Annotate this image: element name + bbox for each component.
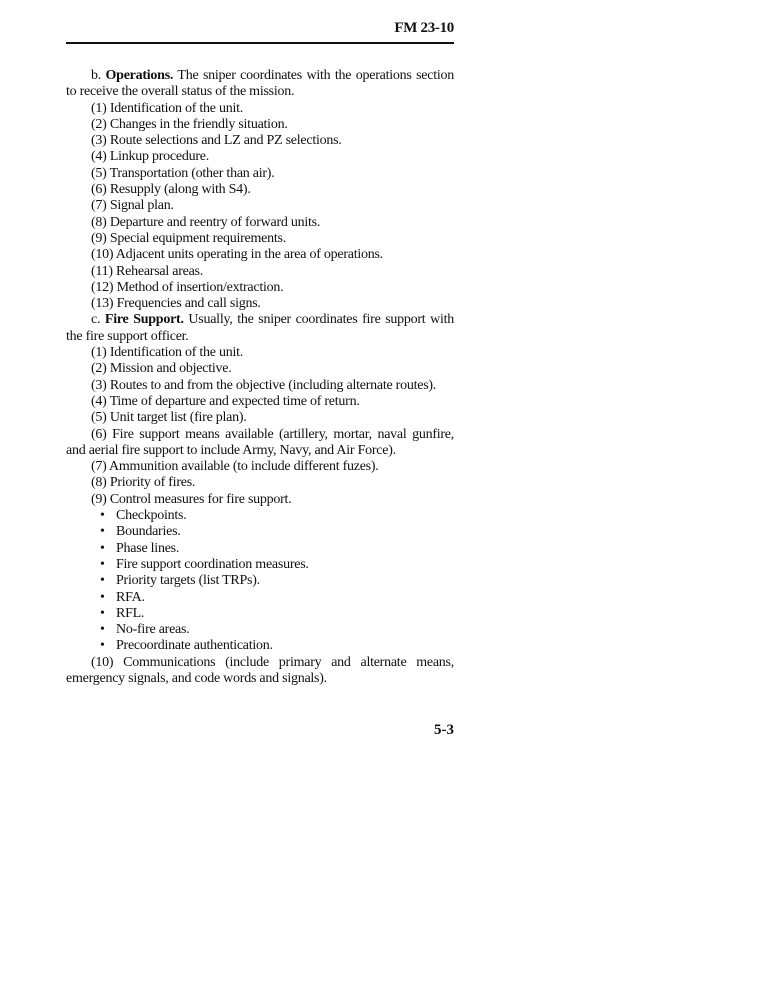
operations-item: (4) Linkup procedure. bbox=[91, 149, 209, 165]
fire-support-item: (10) Communications (include primary and alternate means, emergency signals, and code words and signals). bbox=[66, 654, 454, 686]
fire-support-text: Usually, the sniper coordinates fire support with the fire support officer. bbox=[66, 312, 455, 344]
operations-item: (5) Transportation (other than air). bbox=[91, 165, 275, 181]
operations-item: (13) Frequencies and call signs. bbox=[91, 296, 261, 312]
bullet-dot-icon: • bbox=[100, 508, 105, 524]
control-measure-bullet: • Phase lines. bbox=[100, 540, 180, 556]
fire-support-item: (9) Control measures for fire support. bbox=[91, 491, 292, 507]
fire-support-item: (2) Mission and objective. bbox=[91, 361, 232, 377]
operations-text: The sniper coordinates with the operations section to receive the overall status of the mission. bbox=[66, 68, 454, 100]
page-header bbox=[66, 20, 454, 42]
bullet-dot-icon: • bbox=[100, 622, 105, 638]
operations-item: (1) Identification of the unit. bbox=[91, 100, 244, 116]
operations-item: (2) Changes in the friendly situation. bbox=[91, 116, 288, 132]
bullet-dot-icon: • bbox=[100, 540, 105, 556]
page-number: 5-3 bbox=[434, 722, 454, 738]
control-measure-bullet: • Fire support coordination measures. bbox=[100, 556, 309, 572]
control-measure-bullet: • Boundaries. bbox=[100, 524, 181, 540]
operations-item: (10) Adjacent units operating in the area of operations. bbox=[91, 247, 383, 263]
fire-support-item: (4) Time of departure and expected time of return. bbox=[91, 393, 360, 409]
manual-code: FM 23-10 bbox=[394, 20, 454, 36]
operations-item: (9) Special equipment requirements. bbox=[91, 230, 286, 246]
operations-item: (11) Rehearsal areas. bbox=[91, 263, 203, 279]
bullet-dot-icon: • bbox=[100, 556, 105, 572]
operations-item: (12) Method of insertion/extraction. bbox=[91, 279, 284, 295]
control-measure-bullet: • RFL. bbox=[100, 605, 145, 621]
operations-item: (3) Route selections and LZ and PZ selections. bbox=[91, 133, 342, 149]
fire-support-item: (5) Unit target list (fire plan). bbox=[91, 410, 247, 426]
control-measure-bullet: • RFA. bbox=[100, 589, 145, 605]
operations-item: (7) Signal plan. bbox=[91, 198, 174, 214]
fire-support-paragraph bbox=[66, 312, 454, 345]
bullet-dot-icon: • bbox=[100, 605, 105, 621]
page-body bbox=[66, 68, 454, 687]
fire-support-heading: Fire Support. bbox=[104, 312, 184, 328]
header-rule bbox=[66, 42, 454, 44]
fire-support-lead: c. bbox=[91, 312, 101, 328]
operations-heading: Operations. bbox=[105, 68, 174, 83]
fire-support-item: (3) Routes to and from the objective (including alternate routes). bbox=[91, 377, 437, 393]
control-measure-bullet: • No-fire areas. bbox=[100, 622, 190, 638]
bullet-dot-icon: • bbox=[100, 573, 105, 589]
control-measure-bullet: • Precoordinate authentication. bbox=[100, 638, 273, 654]
operations-lead: b. bbox=[91, 68, 101, 83]
control-measure-bullet: • Checkpoints. bbox=[100, 508, 187, 524]
fire-support-item: (1) Identification of the unit. bbox=[91, 345, 244, 361]
control-measure-bullet: • Priority targets (list TRPs). bbox=[100, 573, 260, 589]
fire-support-item: (8) Priority of fires. bbox=[91, 475, 196, 491]
operations-paragraph bbox=[66, 68, 454, 101]
fire-support-item: (6) Fire support means available (artillery, mortar, naval gunfire, and aerial fire support to include Army, Navy, and Air Force). bbox=[66, 426, 454, 458]
operations-item: (8) Departure and reentry of forward units. bbox=[91, 214, 321, 230]
operations-item: (6) Resupply (along with S4). bbox=[91, 182, 251, 198]
fire-support-item: (7) Ammunition available (to include different fuzes). bbox=[91, 459, 379, 475]
bullet-dot-icon: • bbox=[100, 638, 105, 654]
bullet-dot-icon: • bbox=[100, 589, 105, 605]
bullet-dot-icon: • bbox=[100, 524, 105, 540]
